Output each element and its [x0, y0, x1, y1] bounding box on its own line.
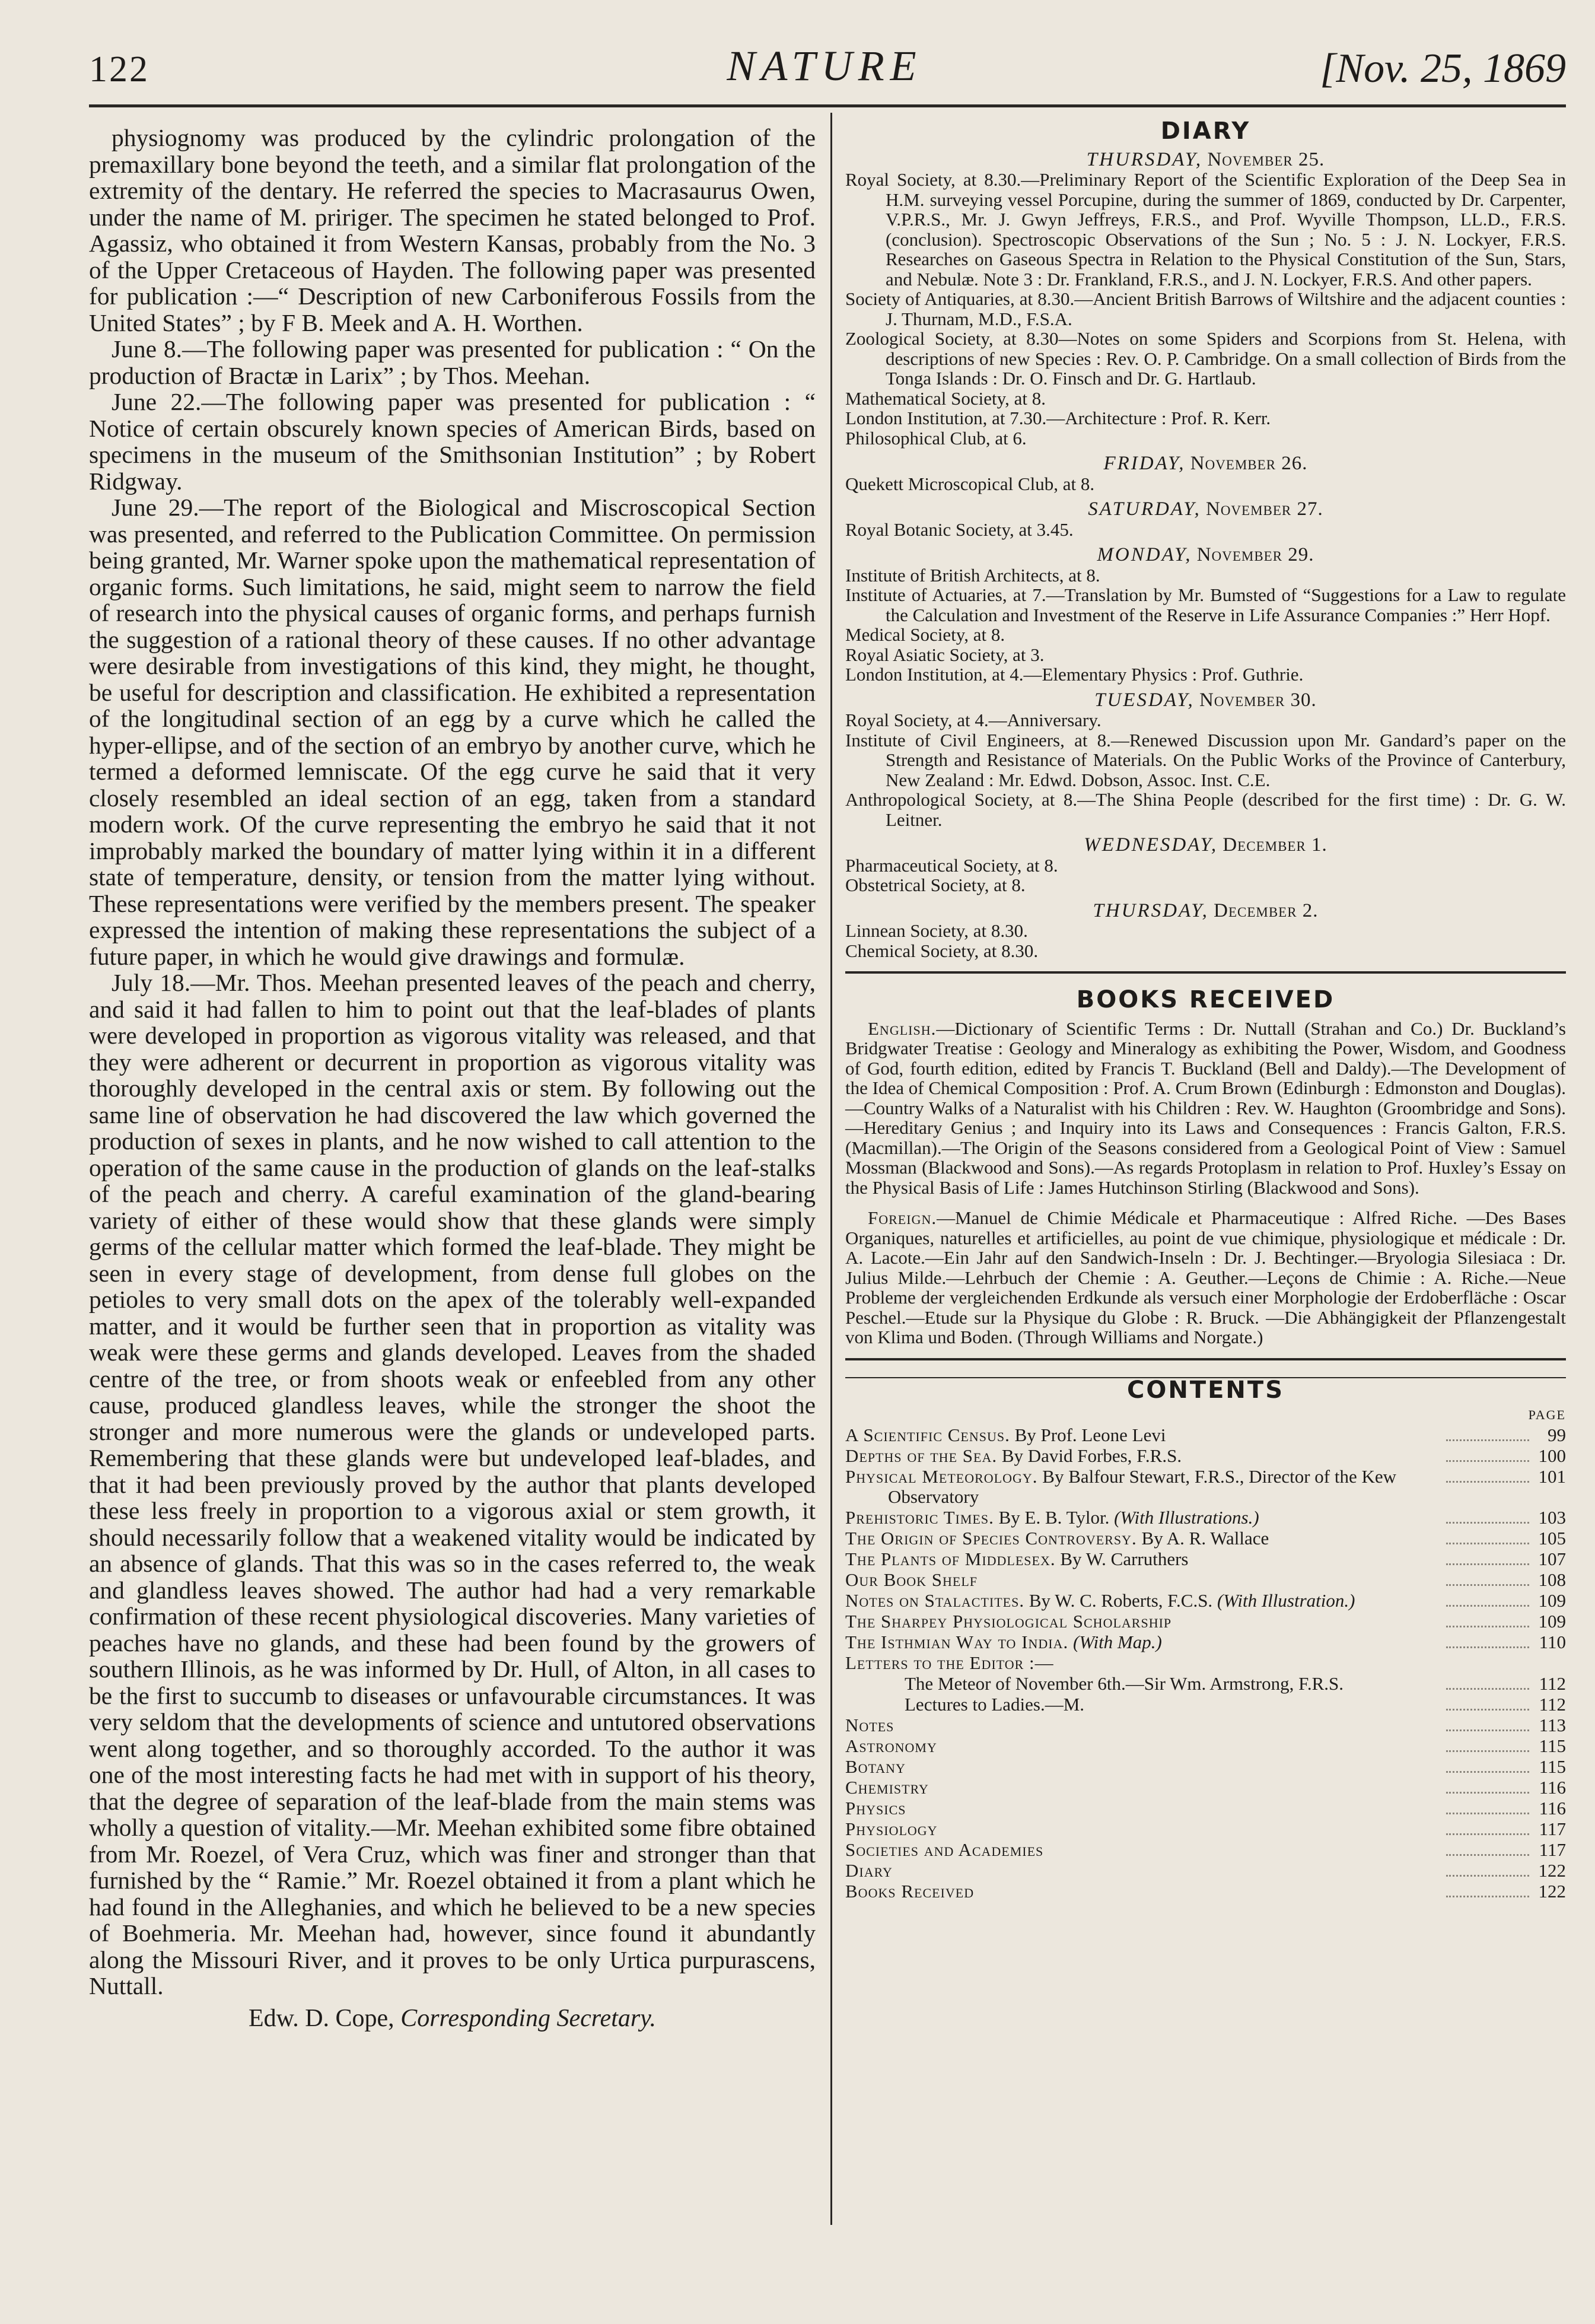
contents-entry	[845, 1467, 1440, 1508]
diary-day-name: THURSDAY,	[1093, 899, 1209, 921]
contents-row	[845, 1715, 1566, 1736]
contents-entry	[845, 1653, 1440, 1674]
contents-leader-dots	[1446, 1578, 1529, 1586]
contents-entry	[845, 1528, 1440, 1549]
contents-entry	[845, 1715, 1440, 1736]
contents-page-number: 108	[1538, 1569, 1566, 1590]
contents-row	[845, 1881, 1566, 1902]
contents-entry-title: Physical Meteorology.	[845, 1465, 1038, 1487]
contents-entry-title: Depths of the Sea.	[845, 1445, 998, 1466]
diary-entry: Philosophical Club, at 6.	[845, 427, 1027, 449]
contents-leader-dots	[1446, 1682, 1529, 1690]
contents-row	[845, 1570, 1566, 1591]
books-received-title: BOOKS RECEIVED	[1076, 986, 1335, 1013]
contents-row	[845, 1653, 1566, 1674]
contents-row	[845, 1694, 1566, 1715]
contents-entry-title: The Plants of Middlesex.	[845, 1548, 1056, 1569]
contents-leader-dots	[1446, 1475, 1529, 1483]
contents-entry	[845, 1819, 1440, 1840]
contents-entry	[845, 1425, 1440, 1446]
contents-leader-dots	[1446, 1890, 1529, 1897]
diary-entry: Royal Asiatic Society, at 3.	[845, 644, 1045, 665]
contents-row	[845, 1591, 1566, 1611]
contents-leader-dots	[1446, 1724, 1529, 1731]
diary-entry: Institute of Actuaries, at 7.—Translation by Mr. Bumsted of “Suggestions for a Law to regulate the Calculation and Investment of the Reserve in Life Assurance Companies :” Herr Hopf.	[845, 584, 1566, 625]
contents-entry-title: Societies and Academies	[845, 1839, 1044, 1860]
contents-entry-title: Books Received	[845, 1880, 975, 1902]
right-column	[845, 117, 1566, 1902]
contents-entry	[845, 1570, 1440, 1591]
contents-entry	[845, 1736, 1440, 1757]
contents-page-number: 112	[1539, 1673, 1566, 1694]
contents-entry-title: The Isthmian Way to India.	[845, 1631, 1069, 1652]
page-header	[83, 42, 1566, 101]
contents-entry-title: Physics	[845, 1797, 906, 1818]
contents-entry-note: (With Illustration.)	[1217, 1589, 1355, 1611]
diary-day-name: MONDAY,	[1097, 544, 1192, 565]
diary-day-heading	[845, 901, 1566, 921]
contents-entry	[845, 1549, 1440, 1570]
contents-page-number: 110	[1539, 1631, 1566, 1652]
contents-entry	[845, 1508, 1440, 1528]
contents-entry	[845, 1674, 1440, 1694]
diary-day-heading	[845, 150, 1566, 170]
contents-row	[845, 1757, 1566, 1778]
contents-entry	[845, 1694, 1440, 1715]
diary-day-heading	[845, 454, 1566, 474]
contents-leader-dots	[1446, 1869, 1529, 1877]
contents-entry-title: Botany	[845, 1756, 906, 1777]
diary-entry: Chemical Society, at 8.30.	[845, 940, 1039, 961]
contents-leader-dots	[1446, 1620, 1529, 1627]
contents-entry	[845, 1446, 1440, 1467]
article-paragraph: July 18.—Mr. Thos. Meehan presented leaves of the peach and cherry, and said it had fallen to him to point out that the leaf-blades of plants were developed in proportion as vigorous vitality was released, and that they were adherent or decurrent in proportion as vigorous vitality was thoroughly developed in the central axis or stem. By following out the same line of observation he had discovered the law which governed the production of sexes in plants, and he now wished to call attention to the operation of the same cause in the production of glands on the leaf-stalks of the peach and cherry. A careful examination of the gland-bearing variety of either of these would show that these glands were simply germs of the cellular matter which formed the leaf-blade. They might be seen in every stage of development, from dense full globes on the petioles to very small dots on the apex of the tolerably well-expanded matter, and it would be further seen that in proportion as vitality was weak were these germs and glands developed. Leaves from the shaded centre of the tree, or from shoots weak or enfeebled from any other cause, produced glandless leaves, while the stronger the shoot the stronger and more numerous were the glands or undeveloped parts. Remembering that these glands were but undeveloped leaf-blades, and that it had been previously proved by the author that plants developed these less freely in proportion to a vigorous axial or stem growth, it should necessarily follow that a weakened vitality would be indicated by an absence of glands. That this was so in the cases referred to, the weak and glandless leaves showed. The author had had a very remarkable confirmation of these recent physiological discoveries. Many varieties of peaches have no glands, and these had been found by the growers of southern Illinois, as he was informed by Dr. Hull, of Alton, in all cases to be the first to succumb to diseases or unfavourable circumstances. It was very seldom that the developments of science and untutored observations went along together, and so thoroughly accorded. To the author it was one of the most interesting facts he had met with in support of his theory, that the degree of separation of the leaf-blade from the main stems was wholly a question of vitality.—Mr. Meehan exhibited some fibre obtained from Mr. Roezel, of Vera Cruz, which was finer and stronger than that furnished by the “ Ramie.” Mr. Roezel obtained it from a plant which he had found in the Alleghanies, and which he believed to be a new species of Boehmeria. Mr. Meehan had, however, since found it abundantly along the Missouri River, and it proves to be only Urtica purpurascens, Nuttall.	[89, 969, 816, 1999]
contents-entry-author: By Prof. Leone Levi	[1010, 1424, 1166, 1445]
diary-day-date: November 29.	[1196, 544, 1314, 565]
contents-row	[845, 1840, 1566, 1861]
diary-entry: Royal Botanic Society, at 3.45.	[845, 519, 1074, 540]
header-rule	[89, 104, 1566, 107]
diary-entry: Royal Society, at 4.—Anniversary.	[845, 710, 1101, 730]
page-number: 122	[89, 49, 149, 90]
contents-entry-author: By W. Carruthers	[1055, 1548, 1189, 1569]
contents-title: CONTENTS	[1126, 1376, 1284, 1404]
diary-entry: London Institution, at 7.30.—Architecture : Prof. R. Kerr.	[845, 408, 1271, 428]
books-english	[845, 1019, 1566, 1198]
contents-page-number: 115	[1539, 1756, 1566, 1777]
diary-entry: Linnean Society, at 8.30.	[845, 920, 1028, 941]
contents-entry	[845, 1861, 1440, 1881]
contents-leader-dots	[1446, 1827, 1529, 1835]
contents-page-number: 116	[1539, 1776, 1566, 1798]
contents-entry-author: Lectures to Ladies.—M.	[905, 1693, 1085, 1715]
diary-day-heading	[845, 835, 1566, 856]
diary-day-date: November 30.	[1199, 689, 1317, 711]
article-paragraph: physiognomy was produced by the cylindric prolongation of the premaxillary bone beyond the teeth, and a similar flat prolongation of the extremity of the dentary. He referred the species to Macrasaurus Owen, under the name of M. pririger. The specimen he stated belonged to Prof. Agassiz, who obtained it from Western Kansas, probably from the No. 3 of the Upper Cretaceous of Hayden. The following paper was presented for publication :—“ Description of new Carboniferous Fossils from the United States” ; by F B. Meek and A. H. Worthen.	[89, 124, 816, 336]
contents-entry-title: Astronomy	[845, 1735, 937, 1756]
contents-row	[845, 1425, 1566, 1446]
contents-leader-dots	[1446, 1433, 1529, 1441]
diary-day-date: December 2.	[1214, 899, 1319, 921]
books-english-lead: English.	[868, 1018, 937, 1039]
contents-row	[845, 1674, 1566, 1694]
contents-entry	[845, 1632, 1440, 1653]
contents-entry-title: Notes	[845, 1714, 894, 1735]
diary-day-heading	[845, 691, 1566, 711]
contents-page-number: 109	[1538, 1589, 1566, 1611]
diary-title: DIARY	[1160, 117, 1251, 145]
contents-entry-title: Physiology	[845, 1818, 938, 1839]
diary-entry: Institute of British Architects, at 8.	[845, 564, 1100, 586]
contents-page-number: 99	[1548, 1424, 1566, 1445]
contents-entry-author: By David Forbes, F.R.S.	[997, 1445, 1182, 1466]
contents-entry	[845, 1757, 1440, 1778]
contents-entry-author: By W. C. Roberts, F.C.S.	[1024, 1589, 1217, 1611]
contents-leader-dots	[1446, 1703, 1529, 1711]
contents-entry-note: (With Map.)	[1073, 1631, 1162, 1652]
contents-entry-title: A Scientific Census.	[845, 1424, 1010, 1445]
journal-title: NATURE	[727, 42, 922, 90]
contents-page-number: 109	[1538, 1610, 1566, 1632]
contents-leader-dots	[1446, 1516, 1529, 1524]
contents-leader-dots	[1446, 1786, 1529, 1794]
contents-page-number: 115	[1539, 1735, 1566, 1756]
contents-page-number: 122	[1538, 1859, 1566, 1881]
contents-row	[845, 1736, 1566, 1757]
contents-leader-dots	[1446, 1557, 1529, 1565]
contents-entry-title: The Origin of Species Controversy.	[845, 1527, 1137, 1549]
contents-page-number: 100	[1538, 1445, 1566, 1466]
diary-day-name: FRIDAY,	[1103, 453, 1186, 474]
diary-entry: Mathematical Society, at 8.	[845, 387, 1046, 409]
contents-entry-title: Diary	[845, 1859, 893, 1881]
diary-entry: Obstetrical Society, at 8.	[845, 875, 1026, 895]
diary-entry: Quekett Microscopical Club, at 8.	[845, 473, 1095, 494]
contents-row	[845, 1549, 1566, 1570]
contents-row	[845, 1632, 1566, 1653]
contents-entry-title: Letters to the Editor :—	[845, 1652, 1054, 1673]
diary-day-date: November 26.	[1190, 453, 1308, 474]
books-english-text: —Dictionary of Scientific Terms : Dr. Nuttall (Strahan and Co.) Dr. Buckland’s Bridgwater Treatise : Geology and Mineralogy as exhibiting the Power, Wisdom, and Goodness of God, fourth edition, edited by Francis T. Buckland (Bell and Daldy).—The Development of the Idea of Chemical Composition : Prof. A. Crum Brown (Edinburgh : Edmonston and Douglas). —Country Walks of a Naturalist with his Children : Rev. W. Haughton (Groombridge and Sons).—Hereditary Genius ; and Inquiry into its Laws and Consequences : Francis Galton, F.R.S. (Macmillan).—The Origin of the Seasons considered from a Geological Point of View : Samuel Mossman (Blackwood and Sons).—As regards Protoplasm in relation to Prof. Huxley’s Essay on the Physical Basis of Life : James Hutchinson Stirling (Blackwood and Sons).	[845, 1018, 1566, 1198]
contents-entry-title: Notes on Stalactites.	[845, 1589, 1025, 1611]
contents-row	[845, 1467, 1566, 1508]
contents-entry-note: (With Illustrations.)	[1114, 1506, 1259, 1528]
contents-page-label: PAGE	[1528, 1407, 1566, 1422]
diary-day-name: SATURDAY,	[1088, 498, 1201, 520]
contents-leader-dots	[1446, 1537, 1529, 1544]
contents-entry-title: Prehistoric Times.	[845, 1506, 994, 1528]
diary-day-date: December 1.	[1222, 834, 1327, 856]
contents-page-number: 101	[1538, 1465, 1566, 1487]
contents-row	[845, 1861, 1566, 1881]
contents-list	[845, 1425, 1566, 1902]
contents-entry	[845, 1611, 1440, 1632]
contents-row	[845, 1611, 1566, 1632]
diary-entry: Anthropological Society, at 8.—The Shina People (described for the first time) : Dr. G. W. Leitner.	[845, 789, 1566, 830]
contents-page-number: 116	[1539, 1797, 1566, 1818]
contents-entry	[845, 1778, 1440, 1798]
contents-entry-author	[1068, 1632, 1073, 1652]
article-paragraph: June 22.—The following paper was presented for publication : “ Notice of certain obscurely known species of American Birds, based on specimens in the museum of the Smithsonian Institution” ; by Robert Ridgway.	[89, 388, 816, 495]
contents-entry-author: By A. R. Wallace	[1136, 1527, 1269, 1549]
diary-entry: London Institution, at 4.—Elementary Physics : Prof. Guthrie.	[845, 664, 1304, 685]
contents-leader-dots	[1446, 1641, 1529, 1648]
contents-entry	[845, 1840, 1440, 1861]
contents-page-number: 103	[1538, 1506, 1566, 1528]
contents-entry	[845, 1591, 1440, 1611]
contents-row	[845, 1446, 1566, 1467]
column-divider	[830, 113, 832, 2225]
contents-row	[845, 1819, 1566, 1840]
diary-day-date: November 25.	[1207, 148, 1325, 170]
diary-entry: Institute of Civil Engineers, at 8.—Renewed Discussion upon Mr. Gandard’s paper on the Strength and Resistance of Materials. On the Public Works of the Province of Canterbury, New Zealand : Mr. Edwd. Dobson, Assoc. Inst. C.E.	[845, 729, 1566, 790]
diary-day-name: THURSDAY,	[1086, 148, 1203, 170]
contents-entry-title: Our Book Shelf	[845, 1569, 978, 1590]
contents-entry-title: Chemistry	[845, 1776, 929, 1798]
contents-entry-author: The Meteor of November 6th.—Sir Wm. Armstrong, F.R.S.	[905, 1673, 1344, 1694]
issue-date: [Nov. 25, 1869	[1320, 46, 1566, 91]
contents-leader-dots	[1446, 1807, 1529, 1814]
article-paragraph: June 29.—The report of the Biological and Miscroscopical Section was presented, and referred to the Publication Committee. On permission being granted, Mr. Warner spoke upon the mathematical representation of organic forms. Such limitations, he said, might seem to narrow the field of research into the physical causes of organic forms, and perhaps furnish the suggestion of a rational theory of these causes. If no other advantage were desirable from investigations of this kind, they might, he thought, be useful for description and classification. He exhibited a representation of the longitudinal section of an egg by a curve which he called the hyper-ellipse, and of the section of an embryo by another curve, which he termed a deformed lemniscate. Of the egg curve he said that it very closely resembled an ideal section of an egg, taken from a standard modern work. Of the curve representing the embryo he said that it not improbably marked the boundary of matter lying within it in a different state of temperature, density, or tension from the matter lying without. These representations were verified by the members present. The speaker expressed the intention of making these representations the subject of a future paper, in which he would give drawings and formulæ.	[89, 494, 816, 970]
signature-name: Edw. D. Cope,	[248, 2004, 394, 2032]
diary-list	[845, 150, 1566, 961]
article-paragraph: June 8.—The following paper was presented for publication : “ On the production of Bractæ in Larix” ; by Thos. Meehan.	[89, 335, 816, 389]
contents-row	[845, 1528, 1566, 1549]
diary-entry: Zoological Society, at 8.30—Notes on some Spiders and Scorpions from St. Helena, with descriptions of new Species : Rev. O. P. Cambridge. On a small collection of Birds from the Tonga Islands : Dr. O. Finsch and Dr. G. Hartlaub.	[845, 328, 1566, 389]
contents-row	[845, 1778, 1566, 1798]
diary-day-name: WEDNESDAY,	[1084, 834, 1218, 856]
contents-page-number: 117	[1539, 1839, 1566, 1860]
contents-leader-dots	[1446, 1454, 1529, 1462]
contents-page-number: 107	[1538, 1548, 1566, 1569]
section-rule	[845, 971, 1566, 974]
contents-entry-author: By E. B. Tylor.	[994, 1506, 1115, 1528]
contents-row	[845, 1798, 1566, 1819]
contents-page-number: 122	[1538, 1880, 1566, 1902]
contents-leader-dots	[1446, 1599, 1529, 1607]
left-column	[89, 125, 816, 2031]
diary-day-heading	[845, 545, 1566, 565]
diary-entry: Medical Society, at 8.	[845, 624, 1005, 645]
diary-entry: Society of Antiquaries, at 8.30.—Ancient British Barrows of Wiltshire and the adjacent counties : J. Thurnam, M.D., F.S.A.	[845, 288, 1566, 329]
section-rule	[845, 1358, 1566, 1360]
diary-entry: Royal Society, at 8.30.—Preliminary Report of the Scientific Exploration of the Deep Sea in H.M. surveying vessel Porcupine, during the summer of 1869, conducted by Dr. Carpenter, V.P.R.S., Mr. J. Gwyn Jeffreys, F.R.S., and Prof. Wyville Thompson, LL.D., F.R.S. (conclusion). Spectroscopic Observations of the Sun ; No. 5 : J. N. Lockyer, F.R.S. Researches on Gaseous Spectra in Relation to the Physical Constitution of the Sun, Stars, and Nebulæ. Note 3 : Dr. Frankland, F.R.S., and J. N. Lockyer, F.R.S. And other papers.	[845, 169, 1566, 290]
books-foreign	[845, 1208, 1566, 1347]
contents-entry-author: By Balfour Stewart, F.R.S., Director of the Kew Observatory	[888, 1465, 1397, 1507]
contents-leader-dots	[1446, 1848, 1529, 1856]
signature-role: Corresponding Secretary.	[400, 2004, 657, 2032]
books-foreign-lead: Foreign.	[868, 1207, 937, 1228]
contents-leader-dots	[1446, 1765, 1529, 1773]
diary-entry: Pharmaceutical Society, at 8.	[845, 854, 1058, 876]
contents-entry	[845, 1798, 1440, 1819]
contents-entry	[845, 1881, 1440, 1902]
diary-day-heading	[845, 500, 1566, 520]
diary-day-date: November 27.	[1205, 498, 1323, 520]
contents-row	[845, 1508, 1566, 1528]
contents-page-number: 113	[1539, 1714, 1566, 1735]
contents-page-number: 105	[1538, 1527, 1566, 1549]
contents-page-number: 117	[1539, 1818, 1566, 1839]
contents-entry-title: The Sharpey Physiological Scholarship	[845, 1610, 1172, 1632]
books-foreign-text: —Manuel de Chimie Médicale et Pharmaceutique : Alfred Riche. —Des Bases Organiques, naturelles et artificielles, au point de vue chimique, physiologique et médicale : Dr. A. Lacote.—Ein Jahr auf den Sandwich-Inseln : Dr. J. Bechtinger.—Bryologia Silesiaca : Dr. Julius Milde.—Lehrbuch der Chemie : A. Geuther.—Leçons de Chimie : A. Riche.—Neue Probleme der vergleichenden Erdkunde als versuch einer Morphologie der Erdoberfläche : Oscar Peschel.—Etude sur la Physique du Globe : R. Bruck. —Die Abhängigkeit der Pflanzengestalt von Klima und Boden. (Through Williams and Norgate.)	[845, 1207, 1566, 1347]
books-received	[845, 1019, 1566, 1347]
signature	[89, 2005, 816, 2032]
contents-page-number: 112	[1539, 1693, 1566, 1715]
contents-leader-dots	[1446, 1744, 1529, 1752]
diary-day-name: TUESDAY,	[1094, 689, 1195, 711]
